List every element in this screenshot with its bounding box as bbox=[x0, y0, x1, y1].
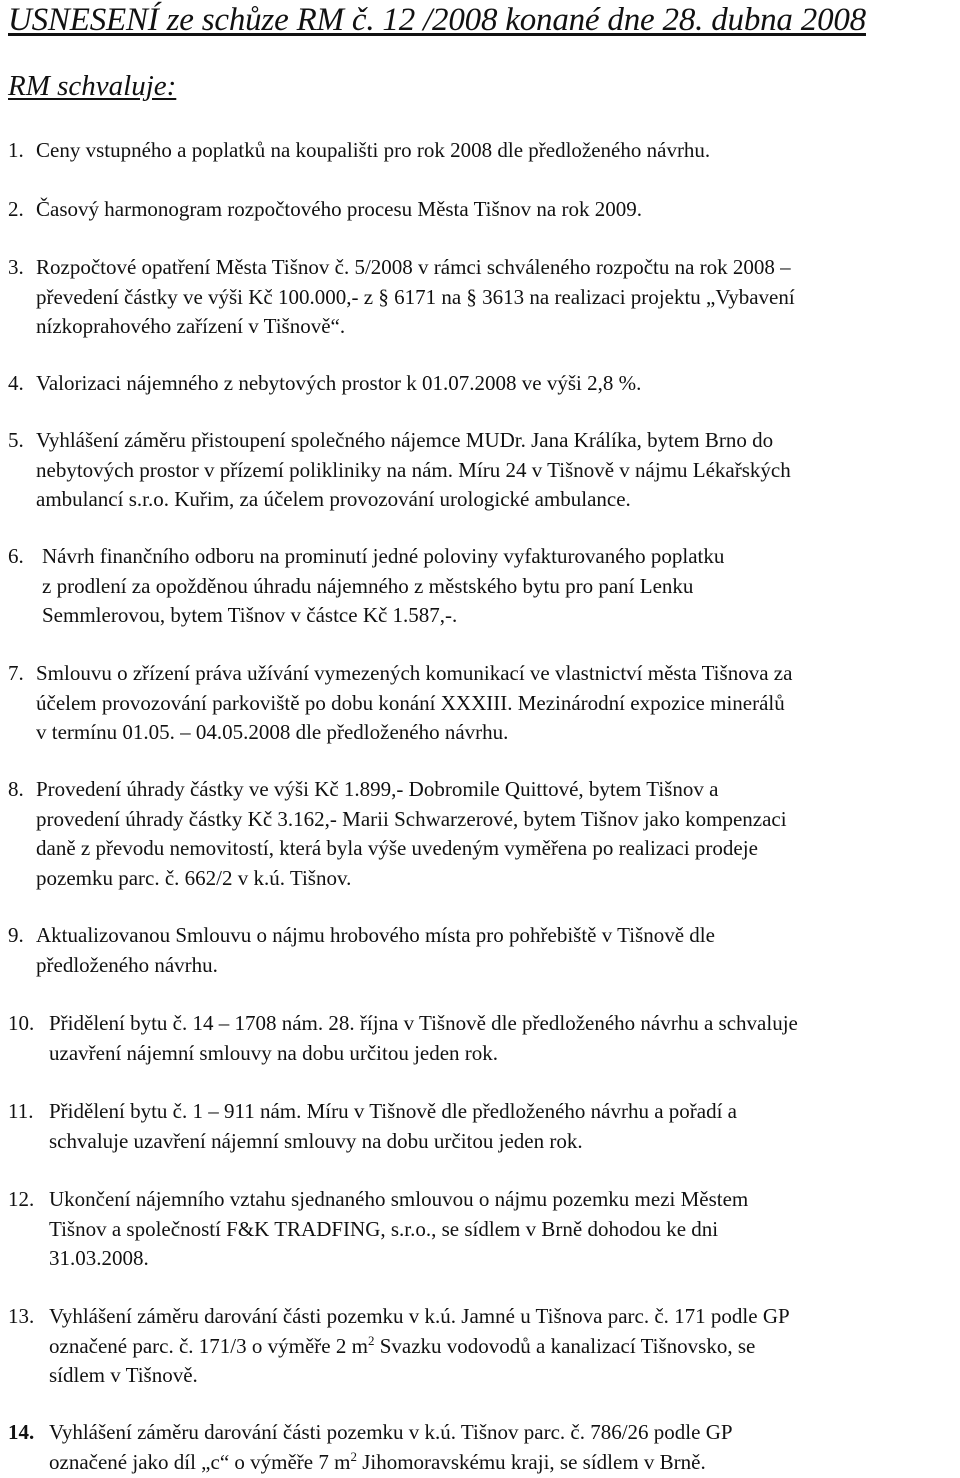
item-text: Přidělení bytu č. 14 – 1708 nám. 28. října v Tišnově dle předloženého návrhu a schvaluje uzavření nájemní smlouvy na dobu určitou jeden rok. bbox=[49, 1011, 798, 1065]
resolution-item-13 bbox=[8, 1302, 958, 1391]
item-number: 13. bbox=[8, 1304, 35, 1328]
item-number: 5. bbox=[8, 428, 24, 452]
item-number: 11. bbox=[8, 1099, 34, 1123]
resolution-item-7 bbox=[8, 659, 958, 748]
document-title: USNESENÍ ze schůze RM č. 12 /2008 konané dne 28. dubna 2008 bbox=[8, 2, 866, 38]
item-number: 14. bbox=[8, 1420, 35, 1444]
item-number: 7. bbox=[8, 661, 24, 685]
item-number: 8. bbox=[8, 777, 24, 801]
superscript: 2 bbox=[367, 1332, 375, 1348]
item-number: 10. bbox=[8, 1011, 35, 1035]
resolution-item-14 bbox=[8, 1418, 958, 1477]
resolution-item-6 bbox=[8, 542, 958, 631]
item-number: 4. bbox=[8, 371, 24, 395]
resolution-item-1 bbox=[8, 136, 958, 166]
item-text: Smlouvu o zřízení práva užívání vymezených komunikací ve vlastnictví města Tišnova za účelem provozování parkoviště po dobu konání XXXIII. Mezinárodní expozice minerálů v termínu 01.05. – 04.05.2008 dle předloženého návrhu. bbox=[36, 661, 793, 744]
resolution-item-5 bbox=[8, 426, 958, 515]
item-text: Valorizaci nájemného z nebytových prostor k 01.07.2008 ve výši 2,8 %. bbox=[36, 371, 642, 395]
resolution-item-4 bbox=[8, 369, 958, 399]
superscript: 2 bbox=[350, 1448, 357, 1464]
item-text: Ukončení nájemního vztahu sjednaného smlouvou o nájmu pozemku mezi Městem Tišnov a společností F&K TRADFING, s.r.o., se sídlem v Brně dohodou ke dni 31.03.2008. bbox=[49, 1187, 749, 1270]
resolution-item-8 bbox=[8, 775, 958, 893]
item-number: 6. bbox=[8, 544, 24, 568]
item-text: Provedení úhrady částky ve výši Kč 1.899,- Dobromile Quittové, bytem Tišnov a provedení úhrady částky Kč 3.162,- Marii Schwarzerové, bytem Tišnov jako kompenzaci daně z převodu nemovitostí, která byla výše uvedeným vyměřena po realizaci prodeje pozemku parc. č. 662/2 v k.ú. Tišnov. bbox=[36, 777, 787, 890]
item-text: Ceny vstupného a poplatků na koupališti pro rok 2008 dle předloženého návrhu. bbox=[36, 138, 711, 162]
resolution-item-3 bbox=[8, 253, 958, 342]
item-text: Rozpočtové opatření Města Tišnov č. 5/2008 v rámci schváleného rozpočtu na rok 2008 – převedení částky ve výši Kč 100.000,- z § 6171 na § 3613 na realizaci projektu „Vybavení nízkoprahového zařízení v Tišnově“. bbox=[36, 255, 795, 338]
resolution-subheading: RM schvaluje: bbox=[8, 70, 177, 102]
resolution-item-12 bbox=[8, 1185, 958, 1274]
resolution-item-10 bbox=[8, 1009, 958, 1068]
item-text: Vyhlášení záměru darování části pozemku v k.ú. Jamné u Tišnova parc. č. 171 podle GP označené parc. č. 171/3 o výměře 2 $m^2$ Svazku vodovodů a kanalizací Tišnovsko, se sídlem v Tišnově. bbox=[49, 1304, 790, 1387]
resolution-item-2 bbox=[8, 195, 958, 225]
item-number: 3. bbox=[8, 255, 24, 279]
item-number: 12. bbox=[8, 1187, 35, 1211]
item-number: 1. bbox=[8, 138, 24, 162]
item-text: Časový harmonogram rozpočtového procesu Města Tišnov na rok 2009. bbox=[36, 197, 642, 221]
item-text: Aktualizovanou Smlouvu o nájmu hrobového místa pro pohřebiště v Tišnově dle předloženého návrhu. bbox=[36, 923, 715, 977]
item-text: Přidělení bytu č. 1 – 911 nám. Míru v Tišnově dle předloženého návrhu a pořadí a schvaluje uzavření nájemní smlouvy na dobu určitou jeden rok. bbox=[49, 1099, 738, 1153]
item-text: Vyhlášení záměru přistoupení společného nájemce MUDr. Jana Králíka, bytem Brno do nebytových prostor v přízemí polikliniky na nám. Míru 24 v Tišnově v nájmu Lékařských ambulancí s.r.o. Kuřim, za účelem provozování urologické ambulance. bbox=[36, 428, 791, 511]
item-number: 2. bbox=[8, 197, 24, 221]
item-number: 9. bbox=[8, 923, 24, 947]
resolution-item-9 bbox=[8, 921, 958, 980]
resolution-item-11 bbox=[8, 1097, 958, 1156]
item-text: Vyhlášení záměru darování části pozemku v k.ú. Tišnov parc. č. 786/26 podle GP označené jako díl „c“ o výměře 7 $m^2$ Jihomoravskému kraji, se sídlem v Brně. bbox=[49, 1420, 733, 1474]
item-text: Návrh finančního odboru na prominutí jedné poloviny vyfakturovaného poplatku z prodlení za opožděnou úhradu nájemného z městského bytu pro paní Lenku Semmlerovou, bytem Tišnov v částce Kč 1.587,-. bbox=[42, 544, 725, 627]
